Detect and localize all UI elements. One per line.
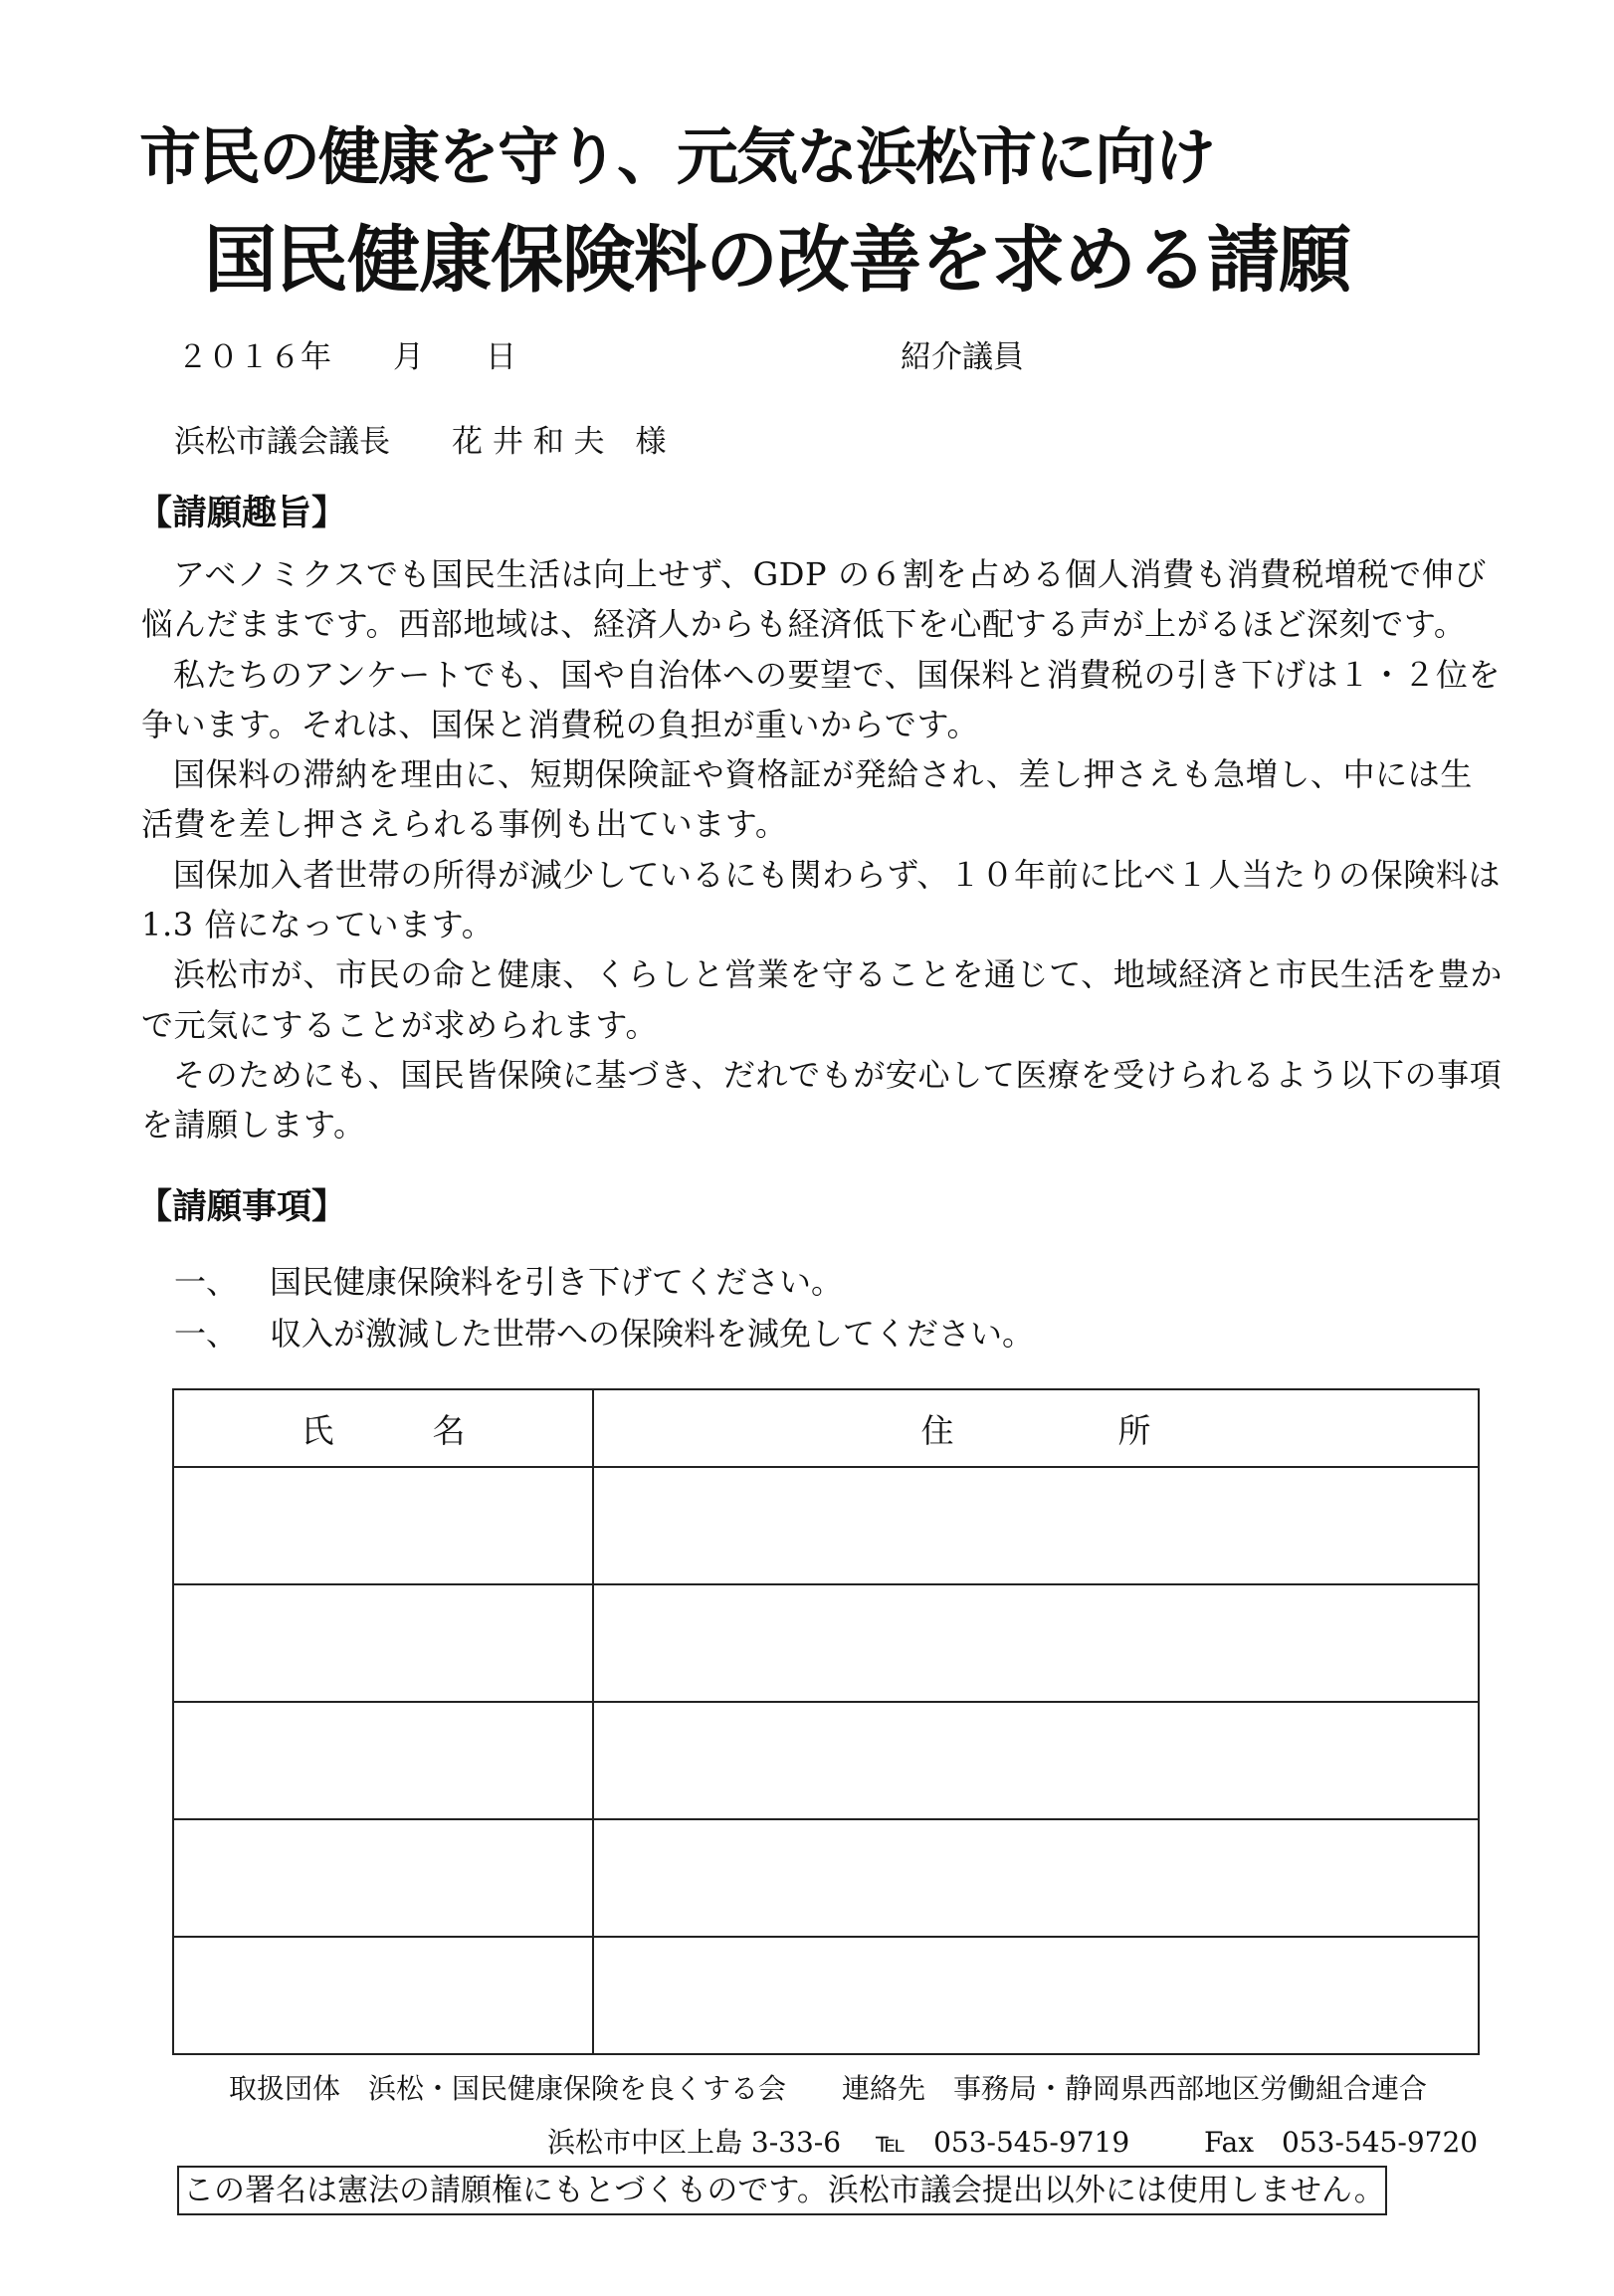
name-cell[interactable]	[173, 1467, 593, 1584]
address-cell[interactable]	[593, 1584, 1479, 1702]
purpose-paragraph: そのためにも、国民皆保険に基づき、だれでもが安心して医療を受けられるよう以下の事項を請願します。	[141, 1055, 1503, 1145]
contact-details	[547, 2121, 1478, 2161]
petition-item	[174, 1257, 843, 1303]
name-column-header: 氏 名	[173, 1389, 593, 1467]
table-row	[173, 1584, 1479, 1702]
introducer-label: 紹介議員	[901, 339, 1024, 375]
title-line-2: 国民健康保険料の改善を求める請願	[204, 218, 1350, 303]
table-row	[173, 1702, 1479, 1819]
item-mark: 一、	[174, 1315, 239, 1353]
address-column-header: 住 所	[593, 1389, 1479, 1467]
items-heading: 【請願事項】	[137, 1187, 347, 1227]
petition-item	[174, 1309, 1034, 1355]
name-cell[interactable]	[173, 1819, 593, 1937]
name-cell[interactable]	[173, 1584, 593, 1702]
organizer-contact: 取扱団体 浜松・国民健康保険を良くする会 連絡先 事務局・静岡県西部地区労働組合連合	[229, 2072, 1428, 2105]
address-cell[interactable]	[593, 1937, 1479, 2054]
address-cell[interactable]	[593, 1467, 1479, 1584]
title-line-1: 市民の健康を守り、元気な浜松市に向け	[139, 120, 1215, 193]
item-mark: 一、	[174, 1263, 239, 1301]
item-text: 収入が激減した世帯への保険料を減免してください。	[270, 1315, 1035, 1353]
signature-table	[172, 1388, 1480, 2055]
table-row	[173, 1937, 1479, 2054]
purpose-heading: 【請願趣旨】	[137, 494, 347, 533]
usage-notice: この署名は憲法の請願権にもとづくものです。浜松市議会提出以外には使用しません。	[177, 2166, 1387, 2215]
purpose-paragraph: 国保加入者世帯の所得が減少しているにも関わらず、１０年前に比べ１人当たりの保険料は 1.3 倍になっています。	[141, 855, 1502, 944]
purpose-body	[141, 549, 1505, 1150]
purpose-paragraph: 浜松市が、市民の命と健康、くらしと営業を守ることを通じて、地域経済と市民生活を豊かで元気にすることが求められます。	[141, 955, 1503, 1044]
contact-tel: ℡ 053-545-9719	[876, 2126, 1130, 2159]
name-cell[interactable]	[173, 1702, 593, 1819]
address-cell[interactable]	[593, 1702, 1479, 1819]
table-row	[173, 1467, 1479, 1584]
addressee: 浜松市議会議長 花 井 和 夫 様	[174, 424, 667, 460]
purpose-paragraph: 私たちのアンケートでも、国や自治体への要望で、国保料と消費税の引き下げは１・２位を争います。それは、国保と消費税の負担が重いからです。	[141, 655, 1502, 743]
address-cell[interactable]	[593, 1819, 1479, 1937]
purpose-paragraph: 国保料の滞納を理由に、短期保険証や資格証が発給され、差し押さえも急増し、中には生活費を差し押さえられる事例も出ています。	[141, 755, 1473, 844]
table-row	[173, 1819, 1479, 1937]
item-text: 国民健康保険料を引き下げてください。	[270, 1263, 844, 1301]
petition-date: ２０１６年 月 日	[177, 339, 516, 375]
contact-address: 浜松市中区上島 3-33-6	[547, 2126, 842, 2159]
purpose-paragraph: アベノミクスでも国民生活は向上せず、GDP の６割を占める個人消費も消費税増税で伸び悩んだままです。西部地域は、経済人からも経済低下を心配する声が上がるほど深刻です。	[141, 555, 1487, 644]
contact-fax: Fax 053-545-9720	[1204, 2126, 1479, 2159]
table-header-row	[173, 1389, 1479, 1467]
name-cell[interactable]	[173, 1937, 593, 2054]
